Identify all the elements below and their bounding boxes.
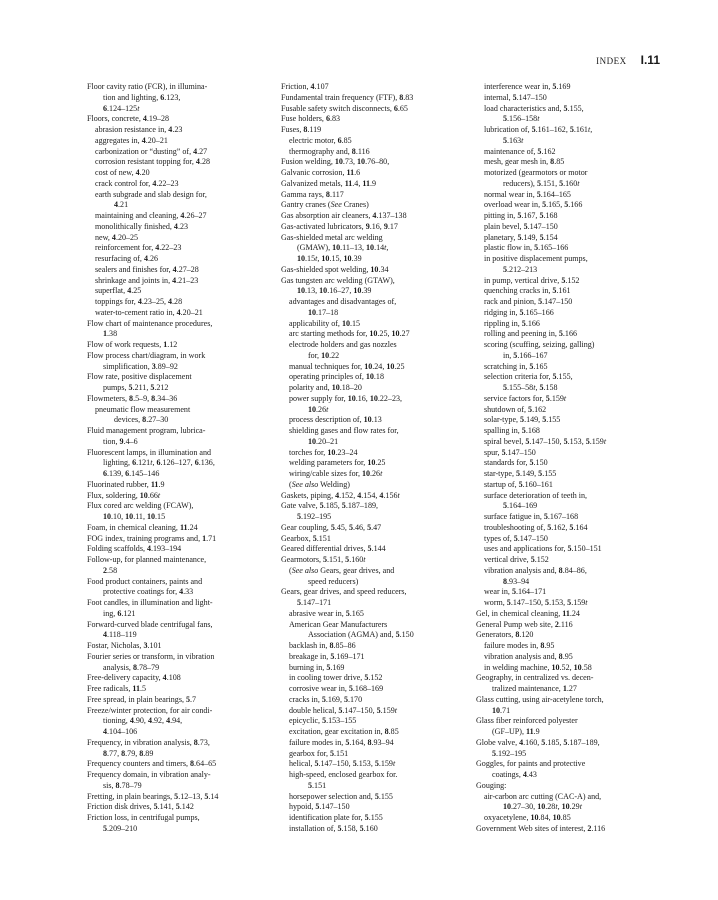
index-entry: plain bevel, 5.147–150 — [484, 221, 558, 231]
index-entry: normal wear in, 5.164–165 — [484, 189, 571, 199]
index-entry: 8.93–94 — [503, 576, 530, 586]
index-entry: 5.147–171 — [297, 598, 332, 607]
index-entry: Gaskets, piping, 4.152, 4.154, 4.156t — [281, 490, 400, 500]
index-entry: breakage in, 5.169–171 — [289, 651, 365, 661]
index-entry: horsepower selection and, 5.155 — [289, 791, 393, 801]
index-entry: ridging in, 5.165–166 — [484, 307, 554, 317]
index-entry: toppings for, 4.23–25, 4.28 — [95, 297, 183, 306]
index-entry: 5.212–213 — [503, 264, 538, 274]
index-entry: Fundamental train frequency (FTF), 8.83 — [281, 92, 414, 102]
index-entry: shrinkage and joints in, 4.21–23 — [95, 275, 199, 285]
index-entry: Fluorescent lamps, in illumination and — [87, 447, 212, 457]
index-entry: power supply for, 10.16, 10.22–23, — [289, 393, 403, 403]
index-entry: superflat, 4.25 — [95, 286, 142, 296]
index-entry: maintenance of, 5.162 — [484, 146, 556, 156]
index-entry: in positive displacement pumps, — [484, 254, 588, 263]
index-entry: types of, 5.147–150 — [484, 533, 548, 543]
index-entry: wiring/cable sizes for, 10.26t — [289, 469, 383, 478]
index-entry: Gas-shielded metal arc welding — [281, 232, 383, 242]
index-entry: spiral bevel, 5.147–150, 5.153, 5.159t — [484, 436, 607, 446]
index-entry: corrosion resistant topping for, 4.28 — [95, 157, 211, 167]
index-entry: Gas-shielded spot welding, 10.34 — [281, 264, 389, 274]
index-entry: excitation, gear excitation in, 8.85 — [289, 727, 399, 736]
index-entry: uses and applications for, 5.150–151 — [484, 544, 602, 554]
index-entry: electrode holders and gas nozzles — [289, 340, 397, 349]
index-entry: maintaining and cleaning, 4.26–27 — [95, 211, 207, 220]
index-entry: reducers), 5.151, 5.160t — [503, 178, 580, 188]
index-entry: monolithically finished, 4.23 — [95, 221, 188, 231]
index-entry: selection criteria for, 5.155, — [484, 372, 573, 382]
index-entry: backlash in, 8.85–86 — [289, 641, 356, 650]
index-entry: aggregates in, 4.20–21 — [95, 135, 168, 145]
index-entry: 10.10, 10.11, 10.15 — [103, 512, 166, 521]
index-entry: vibration analysis and, 8.84–86, — [484, 565, 587, 575]
index-entry: startup of, 5.160–161 — [484, 479, 553, 489]
index-entry: surface fatigue in, 5.167–168 — [484, 512, 579, 521]
index-entry: 10.20–21 — [308, 436, 339, 446]
index-entry: Flux cored arc welding (FCAW), — [87, 501, 194, 511]
index-entry: 6.124–125t — [103, 103, 140, 113]
index-entry: manual techniques for, 10.24, 10.25 — [289, 361, 405, 371]
index-entry: spur, 5.147–150 — [484, 447, 536, 457]
index-entry: tioning, 4.90, 4.92, 4.94, — [103, 716, 183, 726]
index-entry: plastic flow in, 5.165–166 — [484, 243, 569, 253]
index-entry: identification plate for, 5.155 — [289, 813, 383, 822]
index-entry: load characteristics and, 5.155, — [484, 103, 584, 113]
index-entry: 10.15t, 10.15, 10.39 — [297, 254, 362, 263]
index-entry: epicyclic, 5.153–155 — [289, 716, 357, 726]
index-entry: 5.155–58t, 5.158 — [503, 383, 558, 392]
index-entry: air-carbon arc cutting (CAC-A) and, — [484, 791, 602, 801]
index-entry: vibration analysis and, 8.95 — [484, 651, 573, 661]
index-entry: oxyacetylene, 10.84, 10.85 — [484, 813, 571, 822]
index-entry: tion and lighting, 6.123, — [103, 92, 181, 102]
index-entry: tion, 9.4–6 — [103, 436, 138, 446]
index-entry: Friction loss, in centrifugal pumps, — [87, 813, 200, 822]
index-entry: speed reducers) — [308, 576, 359, 586]
index-entry: Free spread, in plain bearings, 5.7 — [87, 694, 197, 704]
index-entry: 5.209–210 — [103, 823, 138, 833]
index-entry: water-to-cement ratio in, 4.20–21 — [95, 307, 203, 317]
index-entry: helical, 5.147–150, 5.153, 5.159t — [289, 759, 396, 769]
index-entry: Floor cavity ratio (FCR), in illumina- — [87, 82, 208, 91]
index-entry: abrasive wear in, 5.165 — [289, 608, 364, 618]
index-entry: reinforcement for, 4.22–23 — [95, 243, 182, 253]
index-entry: Frequency counters and timers, 8.64–65 — [87, 759, 217, 769]
index-entry: overload wear in, 5.165, 5.166 — [484, 200, 583, 210]
index-entry: earth subgrade and slab design for, — [95, 189, 207, 199]
index-entry: Free radicals, 11.5 — [87, 684, 147, 693]
index-entry: for, 10.22 — [308, 350, 340, 360]
index-entry: Foam, in chemical cleaning, 11.24 — [87, 522, 198, 532]
index-entry: Flux, soldering, 10.66t — [87, 490, 161, 500]
index-entry: star-type, 5.149, 5.155 — [484, 469, 557, 478]
index-column-2 — [281, 82, 469, 835]
index-entry: Food product containers, paints and — [87, 576, 203, 586]
index-entry: hypoid, 5.147–150 — [289, 802, 350, 812]
index-entry: (See also Gears, gear drives, and — [289, 565, 395, 575]
index-entry: cracks in, 5.169, 5.170 — [289, 694, 363, 704]
index-entry: applicability of, 10.15 — [289, 318, 361, 328]
index-entry: failure modes in, 5.164, 8.93–94 — [289, 737, 394, 747]
index-entry: sis, 8.78–79 — [103, 780, 142, 790]
index-entry: (See also Welding) — [289, 479, 350, 489]
index-entry: 5.164–169 — [503, 501, 538, 511]
index-entry: Galvanized metals, 11.4, 11.9 — [281, 178, 377, 188]
index-entry: Fusion welding, 10.73, 10.76–80, — [281, 157, 390, 167]
index-entry: Flowmeters, 8.5–9, 8.34–36 — [87, 393, 178, 403]
index-entry: vertical drive, 5.152 — [484, 555, 549, 564]
index-entry: process description of, 10.13 — [289, 415, 382, 425]
index-entry: 10.13, 10.16–27, 10.39 — [297, 286, 372, 296]
index-entry: Flow process chart/diagram, in work — [87, 350, 206, 360]
index-entry: 5.163t — [503, 135, 524, 145]
index-entry: Gear coupling, 5.45, 5.46, 5.47 — [281, 522, 382, 532]
index-entry: Foot candles, in illumination and light- — [87, 598, 213, 607]
index-entry: Gas-activated lubricators, 9.16, 9.17 — [281, 221, 398, 231]
index-entry: Frequency, in vibration analysis, 8.73, — [87, 737, 210, 747]
index-entry: Gas absorption air cleaners, 4.137–138 — [281, 211, 407, 220]
index-entry: rack and pinion, 5.147–150 — [484, 297, 573, 306]
index-entry: Fluorinated rubber, 11.9 — [87, 479, 165, 489]
index-entry: Floors, concrete, 4.19–28 — [87, 114, 170, 124]
index-entry: American Gear Manufacturers — [289, 619, 388, 629]
index-entry: Flow of work requests, 1.12 — [87, 340, 178, 349]
index-entry: Fostar, Nicholas, 3.101 — [87, 641, 162, 650]
index-entry: Friction, 4.107 — [281, 82, 329, 91]
index-entry: Galvanic corrosion, 11.6 — [281, 168, 361, 177]
index-entry: 5.151 — [308, 780, 327, 790]
index-entry: 4.118–119 — [103, 630, 137, 640]
index-entry: in pump, vertical drive, 5.152 — [484, 275, 580, 285]
index-entry: 4.104–106 — [103, 727, 138, 736]
index-entry: in welding machine, 10.52, 10.58 — [484, 662, 592, 672]
index-entry: sealers and finishes for, 4.27–28 — [95, 264, 199, 274]
index-entry: spalling in, 5.168 — [484, 426, 540, 435]
index-entry: Gearbox, 5.151 — [281, 533, 331, 543]
index-entry: electric motor, 6.85 — [289, 135, 352, 145]
index-entry: Friction disk drives, 5.141, 5.142 — [87, 802, 194, 812]
page-number: I.11 — [640, 53, 660, 67]
index-entry: Glass fiber reinforced polyester — [476, 716, 578, 726]
index-entry: crack control for, 4.22–23 — [95, 178, 179, 188]
index-entry: gearbox for, 5.151 — [289, 748, 349, 758]
index-entry: in cooling tower drive, 5.152 — [289, 673, 383, 683]
index-entry: corrosive wear in, 5.168–169 — [289, 684, 384, 693]
index-entry: arc starting methods for, 10.25, 10.27 — [289, 329, 410, 339]
index-entry: pitting in, 5.167, 5.168 — [484, 211, 558, 220]
index-entry: Gears, gear drives, and speed reducers, — [281, 587, 407, 597]
index-entry: double helical, 5.147–150, 5.159t — [289, 705, 397, 715]
index-entry: failure modes in, 8.95 — [484, 641, 555, 650]
index-entry: Free-delivery capacity, 4.108 — [87, 673, 181, 683]
index-entry: simplification, 3.89–92 — [103, 361, 178, 371]
index-entry: devices, 8.27–30 — [114, 415, 169, 425]
index-entry: welding parameters for, 10.25 — [289, 458, 386, 468]
index-entry: Gate valve, 5.185, 5.187–189, — [281, 501, 379, 511]
index-column-3 — [476, 82, 664, 835]
index-entry: 10.27–30, 10.28t, 10.29t — [503, 802, 582, 812]
index-entry: protective coatings for, 4.33 — [103, 587, 194, 597]
index-entry: quenching cracks in, 5.161 — [484, 286, 571, 296]
index-entry: Flow rate, positive displacement — [87, 372, 192, 382]
index-entry: Fuse holders, 6.83 — [281, 114, 341, 124]
index-entry: solar-type, 5.149, 5.155 — [484, 415, 561, 425]
index-entry: analysis, 8.78–79 — [103, 662, 160, 672]
index-entry: carbonization or “dusting” of, 4.27 — [95, 146, 208, 156]
index-entry: Fuses, 8.119 — [281, 125, 322, 134]
index-entry: (GMAW), 10.11–13, 10.14t, — [297, 243, 389, 253]
index-entry: high-speed, enclosed gearbox for. — [289, 770, 398, 779]
index-entry: tralized maintenance, 1.27 — [492, 684, 577, 693]
index-entry: standards for, 5.150 — [484, 458, 548, 468]
index-entry: planetary, 5.149, 5.154 — [484, 232, 558, 242]
index-entry: Forward-curved blade centrifugal fans, — [87, 619, 213, 629]
index-entry: installation of, 5.158, 5.160 — [289, 823, 378, 833]
index-entry: Gas tungsten arc welding (GTAW), — [281, 275, 395, 285]
index-entry: lighting, 6.121t, 6.126–127, 6.136, — [103, 458, 215, 468]
index-entry: troubleshooting of, 5.162, 5.164 — [484, 522, 588, 532]
index-entry: ing, 6.121 — [103, 608, 136, 618]
index-entry: 8.77, 8.79, 8.89 — [103, 748, 154, 758]
header-title: INDEX — [596, 56, 627, 66]
index-column-1 — [87, 82, 275, 835]
running-header — [596, 53, 660, 67]
index-entry: coatings, 4.43 — [492, 770, 537, 779]
index-entry: Folding scaffolds, 4.193–194 — [87, 544, 182, 554]
index-entry: shielding gases and flow rates for, — [289, 426, 399, 435]
index-entry: 10.71 — [492, 705, 511, 715]
index-entry: 5.192–195 — [297, 512, 332, 521]
index-entry: Gel, in chemical cleaning, 11.24 — [476, 608, 580, 618]
index-entry: in, 5.166–167 — [503, 350, 548, 360]
index-entry: Globe valve, 4.160, 5.185, 5.187–189, — [476, 737, 600, 747]
index-entry: scoring (scuffing, seizing, galling) — [484, 340, 595, 349]
index-entry: Geography, in centralized vs. decen- — [476, 673, 594, 683]
index-entry: rolling and peening in, 5.166 — [484, 329, 577, 339]
index-entry: advantages and disadvantages of, — [289, 297, 397, 306]
index-entry: 6.139, 6.145–146 — [103, 469, 160, 478]
index-entry: (GF–UP), 11.9 — [492, 727, 540, 736]
index-entry: surface deterioration of teeth in, — [484, 490, 587, 500]
index-entry: 1.38 — [103, 329, 118, 339]
index-entry: rippling in, 5.166 — [484, 318, 540, 328]
index-entry: interference wear in, 5.169 — [484, 82, 571, 91]
index-entry: thermography and, 8.116 — [289, 146, 370, 156]
index-entry: pneumatic flow measurement — [95, 404, 191, 414]
index-entry: Goggles, for paints and protective — [476, 759, 586, 769]
index-entry: burning in, 5.169 — [289, 662, 345, 672]
index-entry: Gouging: — [476, 780, 507, 790]
index-entry: shutdown of, 5.162 — [484, 404, 547, 414]
index-entry: Fretting, in plain bearings, 5.12–13, 5.14 — [87, 791, 219, 801]
index-entry: operating principles of, 10.18 — [289, 372, 384, 382]
index-entry: FOG index, training programs and, 1.71 — [87, 533, 217, 543]
index-entry: new, 4.20–25 — [95, 232, 139, 242]
index-entry: scratching in, 5.165 — [484, 361, 548, 371]
index-entry: 2.58 — [103, 565, 118, 575]
index-entry: mesh, gear mesh in, 8.85 — [484, 157, 565, 167]
index-entry: abrasion resistance in, 4.23 — [95, 125, 183, 134]
index-entry: General Pump web site, 2.116 — [476, 619, 573, 629]
index-entry: Follow-up, for planned maintenance, — [87, 555, 207, 564]
index-entry: Fluid management program, lubrica- — [87, 426, 206, 435]
index-entry: polarity and, 10.18–20 — [289, 383, 362, 392]
index-entry: Fourier series or transform, in vibration — [87, 651, 215, 661]
index-entry: motorized (gearmotors or motor — [484, 168, 588, 177]
index-entry: 4.21 — [114, 200, 129, 210]
index-entry: 10.26t — [308, 404, 329, 414]
index-entry: Glass cutting, using air-acetylene torch, — [476, 694, 604, 704]
index-entry: 5.156–158t — [503, 114, 540, 124]
index-entry: Frequency domain, in vibration analy- — [87, 770, 211, 779]
index-entry: resurfacing of, 4.26 — [95, 254, 159, 263]
index-entry: Generators, 8.120 — [476, 630, 534, 640]
index-entry: Fusable safety switch disconnects, 6.65 — [281, 103, 408, 113]
index-entry: internal, 5.147–150 — [484, 92, 547, 102]
index-entry: Government Web sites of interest, 2.116 — [476, 823, 606, 833]
index-entry: Flow chart of maintenance procedures, — [87, 318, 213, 328]
index-entry: wear in, 5.164–171 — [484, 587, 547, 597]
index-entry: Freeze/winter protection, for air condi- — [87, 705, 213, 715]
index-entry: torches for, 10.23–24 — [289, 447, 358, 457]
index-entry: cost of new, 4.20 — [95, 168, 150, 177]
index-entry: 10.17–18 — [308, 307, 339, 317]
index-entry: worm, 5.147–150, 5.153, 5.159t — [484, 598, 588, 607]
index-entry: Gantry cranes (See Cranes) — [281, 200, 369, 210]
index-entry: Association (AGMA) and, 5.150 — [308, 630, 414, 640]
index-entry: lubrication of, 5.161–162, 5.161t, — [484, 125, 593, 134]
index-entry: Gearmotors, 5.151, 5.160t — [281, 555, 366, 564]
index-entry: pumps, 5.211, 5.212 — [103, 383, 169, 392]
index-entry: service factors for, 5.159t — [484, 393, 567, 403]
index-entry: Geared differential drives, 5.144 — [281, 544, 386, 554]
index-entry: 5.192–195 — [492, 748, 527, 758]
index-entry: Gamma rays, 8.117 — [281, 189, 344, 199]
